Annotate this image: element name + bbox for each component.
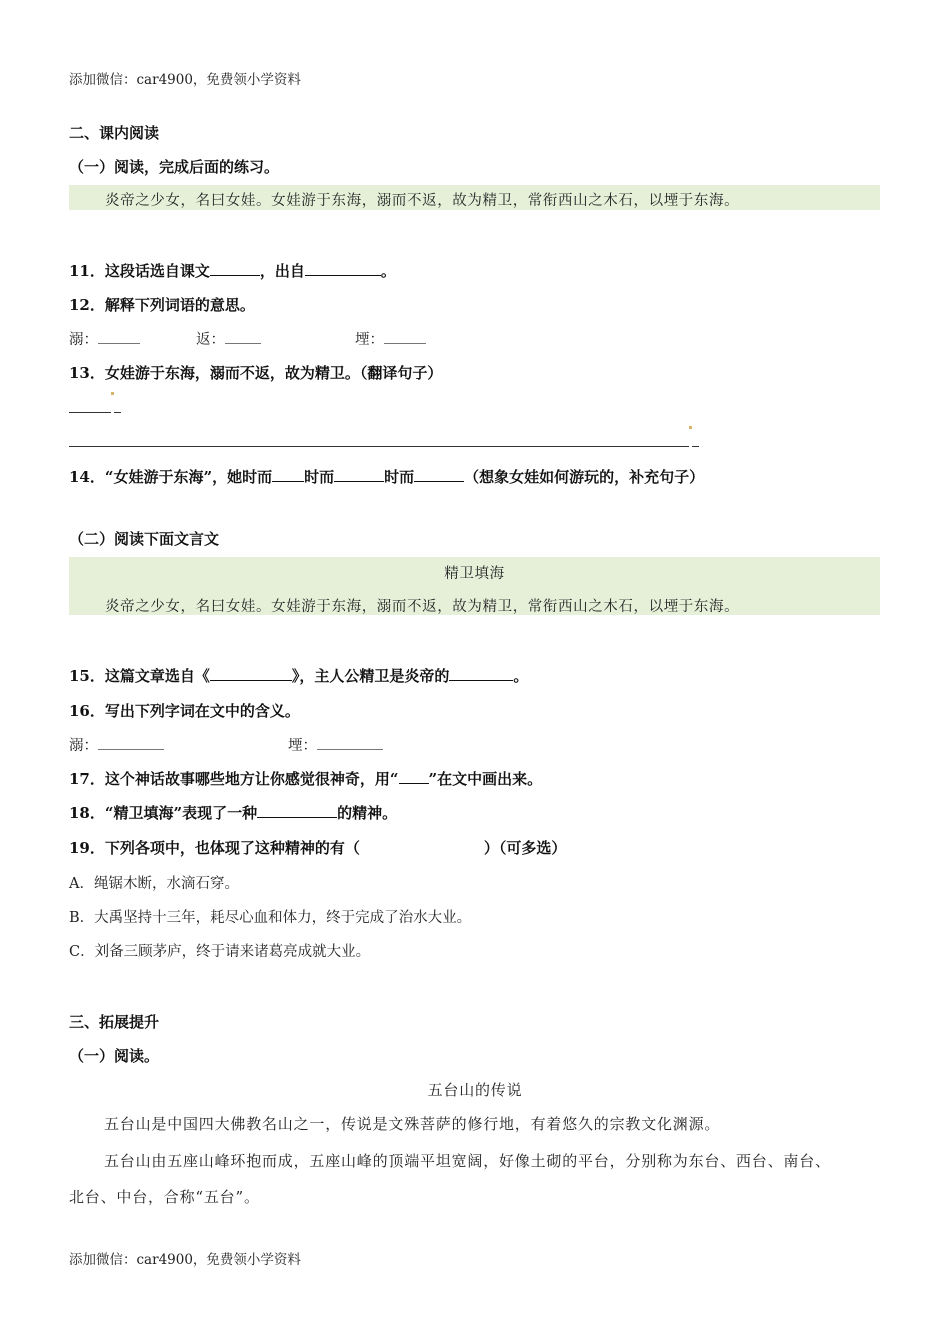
question-16: 16．写出下列字词在文中的含义。 [69,702,300,720]
question-18 [69,802,397,823]
q16-term-1 [69,734,164,755]
q14-part-1: 14．“女娃游于东海”，她时而 [69,468,273,486]
q14-part-4: （想象女娃如何游玩的，补充句子） [464,468,705,486]
q14-blank-3[interactable] [414,467,464,482]
q18-part-1: 18．“精卫填海”表现了一种 [69,804,258,822]
answer-line-short[interactable] [69,412,111,413]
q12-term-1 [69,328,140,349]
q11-mid: ，出自 [259,262,305,280]
q11-end: 。 [380,262,396,280]
q18-blank[interactable] [257,803,337,818]
q14-blank-1[interactable] [272,467,304,482]
q19-part-1: 19．下列各项中，也体现了这种精神的有（ [69,839,360,857]
q17-blank [399,769,429,784]
part-2-heading: （二）阅读下面文言文 [69,530,220,548]
q15-part-1: 15．这篇文章选自《 [69,667,210,685]
question-13: 13．女娃游于东海，溺而不返，故为精卫。（翻译句子） [69,364,443,382]
option-c: C．刘备三顾茅庐，终于请来诸葛亮成就大业。 [69,944,371,960]
answer-line-long[interactable] [69,446,689,447]
mark-dot [111,392,114,395]
q12-blank-3[interactable] [384,329,426,344]
question-19 [69,837,566,858]
paragraph-2: 五台山由五座山峰环抱而成，五座山峰的顶端平坦宽阔，好像土砌的平台，分别称为东台、西台、南台、 [104,1152,831,1170]
section-3-heading: （一）阅读。 [69,1047,160,1065]
question-15 [69,665,528,686]
passage-text: 炎帝之少女，名曰女娃。女娃游于东海，溺而不返，故为精卫，常衔西山之木石，以堙于东海。 [105,193,740,209]
q16-term-2 [288,734,383,755]
q11-prefix: 11．这段话选自课文 [69,262,210,280]
q14-part-2: 时而 [304,468,335,486]
q11-blank-1[interactable] [210,261,260,276]
passage-box-1 [69,185,880,210]
mark-dot [689,426,692,429]
header-note: 添加微信：car4900，免费领小学资料 [69,72,301,88]
question-14 [69,466,704,487]
question-17 [69,768,542,789]
q16-term-2-label: 堙： [288,738,317,754]
q17-part-2: ”在文中画出来。 [428,770,543,788]
passage-title: 精卫填海 [444,566,505,582]
q12-term-3 [355,328,426,349]
answer-line-tick [692,446,699,447]
option-a: A．绳锯木断，水滴石穿。 [69,876,239,892]
footer-note: 添加微信：car4900，免费领小学资料 [69,1252,301,1268]
paragraph-2-cont: 北台、中台，合称“五台”。 [69,1188,260,1206]
section-3-title: 三、拓展提升 [69,1013,160,1031]
q15-part-3: 。 [513,667,529,685]
q12-term-2 [196,328,261,349]
q14-blank-2[interactable] [334,467,384,482]
q18-part-2: 的精神。 [337,804,398,822]
q12-blank-1[interactable] [98,329,140,344]
q17-part-1: 17．这个神话故事哪些地方让你感觉很神奇，用“ [69,770,399,788]
answer-line-tick [114,412,121,413]
q12-term-3-label: 堙： [355,332,384,348]
q12-term-1-label: 溺： [69,332,98,348]
q15-blank-2[interactable] [449,666,513,681]
q16-term-1-label: 溺： [69,738,98,754]
q12-term-2-label: 返： [196,332,225,348]
question-12: 12．解释下列词语的意思。 [69,296,255,314]
passage-title: 五台山的传说 [427,1081,523,1099]
q15-part-2: 》，主人公精卫是炎帝的 [291,667,450,685]
option-b: B．大禹坚持十三年，耗尽心血和体力，终于完成了治水大业。 [69,910,472,926]
passage-text: 炎帝之少女，名曰女娃。女娃游于东海，溺而不返，故为精卫，常衔西山之木石，以堙于东海。 [105,599,740,615]
q16-blank-1[interactable] [98,735,164,750]
part-1-heading: （一）阅读，完成后面的练习。 [69,158,280,176]
q15-blank-1[interactable] [210,666,292,681]
q11-blank-2[interactable] [305,261,381,276]
q19-part-2: ）（可多选） [483,839,567,857]
q14-part-3: 时而 [384,468,415,486]
q16-blank-2[interactable] [317,735,383,750]
section-2-title: 二、课内阅读 [69,124,160,142]
question-11 [69,260,396,281]
passage-box-2 [69,557,880,615]
paragraph-1: 五台山是中国四大佛教名山之一，传说是文殊菩萨的修行地，有着悠久的宗教文化渊源。 [104,1115,721,1133]
q12-blank-2[interactable] [225,329,261,344]
